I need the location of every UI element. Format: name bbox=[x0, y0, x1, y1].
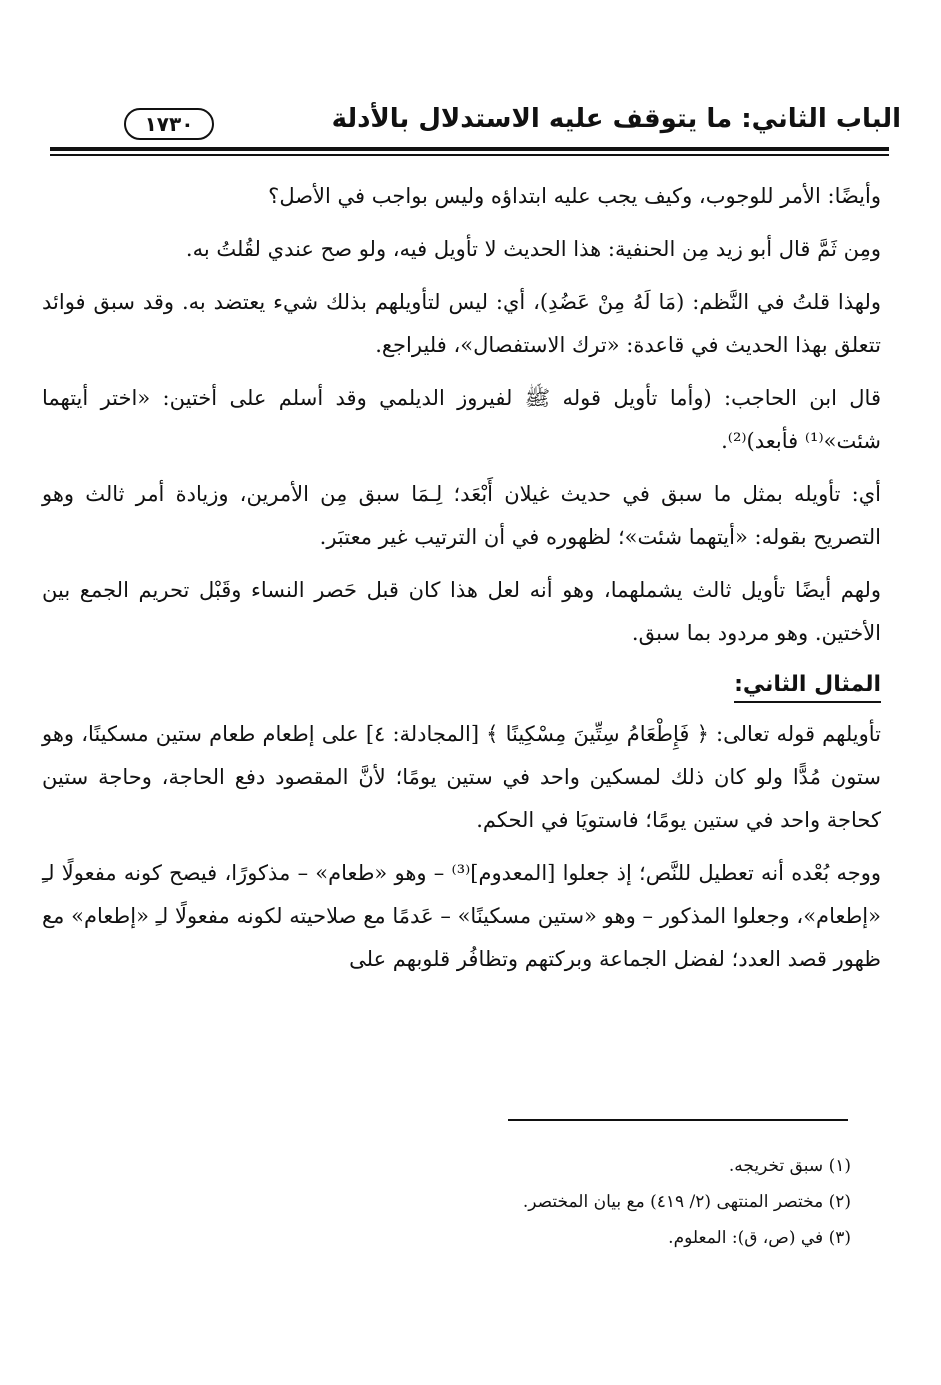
section-heading-text: المثال الثاني: bbox=[734, 672, 881, 703]
footnote: (١) سبق تخريجه. bbox=[728, 1156, 851, 1176]
chapter-title: الباب الثاني: ما يتوقف عليه الاستدلال بالأدلة bbox=[331, 104, 901, 134]
running-header bbox=[40, 92, 901, 152]
footnote-separator bbox=[508, 1119, 848, 1121]
paragraph: ووجه بُعْده أنه تعطيل للنَّص؛ إذ جعلوا [المعدوم]⁽³⁾ – وهو «طعام» – مذكورًا، فيصح كونه مفعولًا لـِ «إطعام»، وجعلوا المذكور – وهو «ستين مسكينًا» – عَدمًا مع صلاحيته لكونه مفعولًا لـِ «إطعام» مع ظهور قصد العدد؛ لفضل الجماعة وبركتهم وتظافُر قلوبهم على bbox=[42, 861, 881, 971]
footnote: (٣) في (ص، ق): المعلوم. bbox=[668, 1228, 851, 1248]
footnote: (٢) مختصر المنتهى (٢/ ٤١٩) مع بيان المختصر. bbox=[522, 1192, 851, 1212]
footnotes bbox=[42, 1148, 851, 1256]
paragraph: ولهم أيضًا تأويل ثالث يشملهما، وهو أنه لعل هذا كان قبل حَصر النساء وقَبْل تحريم الجمع بين الأختين. وهو مردود بما سبق. bbox=[42, 578, 881, 645]
paragraph: وأيضًا: الأمر للوجوب، وكيف يجب عليه ابتداؤه وليس بواجب في الأصل؟ bbox=[268, 184, 881, 208]
header-rule-thin bbox=[50, 154, 889, 156]
header-rule-thick bbox=[50, 147, 889, 151]
section-heading bbox=[42, 665, 881, 705]
main-text bbox=[42, 175, 881, 991]
paragraph: ولهذا قلتُ في النَّظم: (مَا لَهُ مِنْ عَضُدِ)، أي: ليس لتأويلهم بذلك شيء يعتضد به. وقد سبق فوائد تتعلق بهذا الحديث في قاعدة: «ترك الاستفصال»، فليراجع. bbox=[42, 290, 881, 357]
paragraph: ومِن ثَمَّ قال أبو زيد مِن الحنفية: هذا الحديث لا تأويل فيه، ولو صح عندي لقُلتُ به. bbox=[185, 237, 881, 261]
page-number: ١٧٣٠ bbox=[124, 108, 214, 140]
paragraph: قال ابن الحاجب: (وأما تأويل قوله ﷺ لفيروز الديلمي وقد أسلم على أختين: «اختر أيتهما شئت»⁽¹⁾ فأبعد)⁽²⁾. bbox=[42, 386, 881, 453]
paragraph: تأويلهم قوله تعالى: ﴿ فَإِطْعَامُ سِتِّينَ مِسْكِينًا ﴾ [المجادلة: ٤] على إطعام طعام ستين مسكينًا، وهو ستون مُدًّا ولو كان ذلك لمسكين واحد في ستين يومًا؛ لأنَّ المقصود دفع الحاجة، وحاجة ستين كحاجة واحد في ستين يومًا؛ فاستويَا في الحكم. bbox=[42, 722, 881, 832]
paragraph: أي: تأويله بمثل ما سبق في حديث غيلان أَبْعَد؛ لِـمَا سبق مِن الأمرين، وزيادة أمر ثالث وهو التصريح بقوله: «أيتهما شئت»؛ لظهوره في أن الترتيب غير معتبَر. bbox=[42, 482, 881, 549]
